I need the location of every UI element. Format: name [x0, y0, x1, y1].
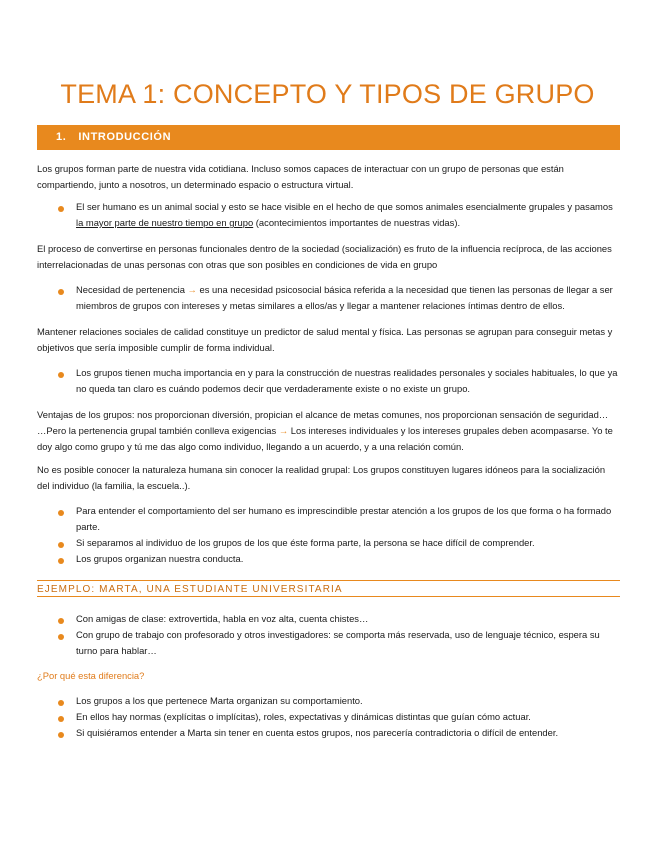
bullet-social-animal — [76, 199, 618, 231]
bullet-dot-icon — [58, 542, 64, 548]
section-header — [37, 125, 620, 150]
page-title: TEMA 1: CONCEPTO Y TIPOS DE GRUPO — [60, 79, 595, 109]
section-number: 1. — [56, 131, 67, 143]
bullet-text: Necesidad de pertenencia — [76, 284, 188, 295]
bullet-dot-icon — [58, 558, 64, 564]
paragraph-intro: Los grupos forman parte de nuestra vida cotidiana. Incluso somos capaces de interactuar con un grupo de personas que están compartiendo, junto a nosotros, un determinado espacio o estructura virtual. — [37, 163, 564, 190]
bullet-dot-icon — [58, 732, 64, 738]
bullet-text: (acontecimientos importantes de nuestras vidas). — [253, 217, 461, 228]
list-item: Si separamos al individuo de los grupos de los que éste forma parte, la persona se hace difícil de comprender. — [76, 537, 535, 548]
bullet-dot-icon — [58, 716, 64, 722]
bullet-dot-icon — [58, 289, 64, 295]
bullet-dot-icon — [58, 700, 64, 706]
list-item: Con amigas de clase: extrovertida, habla en voz alta, cuenta chistes… — [76, 613, 369, 624]
arrow-right-icon: → — [187, 284, 197, 295]
paragraph-socialization: El proceso de convertirse en personas funcionales dentro de la sociedad (socialización) es fruto de la influencia recíproca, de las acciones interrelacionadas de unas personas con otras que son posibles en condiciones de vida en grupo — [37, 243, 612, 270]
list-item: Los grupos a los que pertenece Marta organizan su comportamiento. — [76, 695, 363, 706]
list-item: Los grupos organizan nuestra conducta. — [76, 553, 244, 564]
list-item: Si quisiéramos entender a Marta sin tener en cuenta estos grupos, nos parecería contradictoria o difícil de entender. — [76, 727, 559, 738]
bullet-dot-icon — [58, 634, 64, 640]
bullet-dot-icon — [58, 372, 64, 378]
bullet-text: El ser humano es un animal social y esto se hace visible en el hecho de que somos animales esencialmente grupales y pasamos — [76, 201, 613, 212]
paragraph-text: Ventajas de los grupos: nos proporcionan diversión, propician el alcance de metas comunes, nos proporcionan sensación de seguridad… …Pero la pertenencia grupal también conlleva exigencias — [37, 409, 609, 436]
paragraph-text: Los intereses individuales y los intereses grupales deben acompasarse. Yo te doy algo como grupo y tú me das algo como individuo, llegando a un acuerdo, y a una relación común. — [37, 425, 613, 452]
list-item: Con grupo de trabajo con profesorado y otros investigadores: se comporta más reservada, uso de lenguaje técnico, espera su turno para hablar… — [76, 629, 600, 656]
bullet-dot-icon — [58, 206, 64, 212]
arrow-right-icon: → — [278, 425, 289, 436]
paragraph-advantages — [37, 407, 617, 455]
underlined-text: la mayor parte de nuestro tiempo en grupo — [76, 217, 254, 228]
paragraph-relations: Mantener relaciones sociales de calidad constituye un predictor de salud mental y física. Las personas se agrupan para conseguir metas y objetivos que sería imposible cumplir de forma individual. — [37, 326, 613, 353]
bullet-belonging — [76, 282, 618, 314]
question-subheading: ¿Por qué esta diferencia? — [37, 670, 145, 681]
bullet-dot-icon — [58, 618, 64, 624]
list-item: Para entender el comportamiento del ser humano es imprescindible prestar atención a los grupos de los que forma o ha formado parte. — [76, 505, 612, 532]
bullet-importance: Los grupos tienen mucha importancia en y para la construcción de nuestras realidades personales y sociales habituales, lo que ya no queda tan claro es cuándo podemos decir que verdaderamente existe o no existe un grupo. — [76, 367, 618, 394]
list-item: En ellos hay normas (explícitas o implícitas), roles, expectativas y dinámicas distintas que guían cómo actuar. — [76, 711, 531, 722]
paragraph-nature: No es posible conocer la naturaleza humana sin conocer la realidad grupal: Los grupos constituyen lugares idóneos para la socialización del individuo (la familia, la escuela..). — [37, 464, 606, 491]
bullet-text: es una necesidad psicosocial básica referida a la necesidad que tienen las personas de llegar a ser miembros de grupos con intereses y metas similares a ellos/as y llegar a mantener relaciones íntimas dentro de ellos. — [76, 284, 613, 311]
example-heading: EJEMPLO: MARTA, UNA ESTUDIANTE UNIVERSITARIA — [37, 580, 620, 597]
section-label: INTRODUCCIÓN — [78, 131, 172, 143]
bullet-dot-icon — [58, 510, 64, 516]
